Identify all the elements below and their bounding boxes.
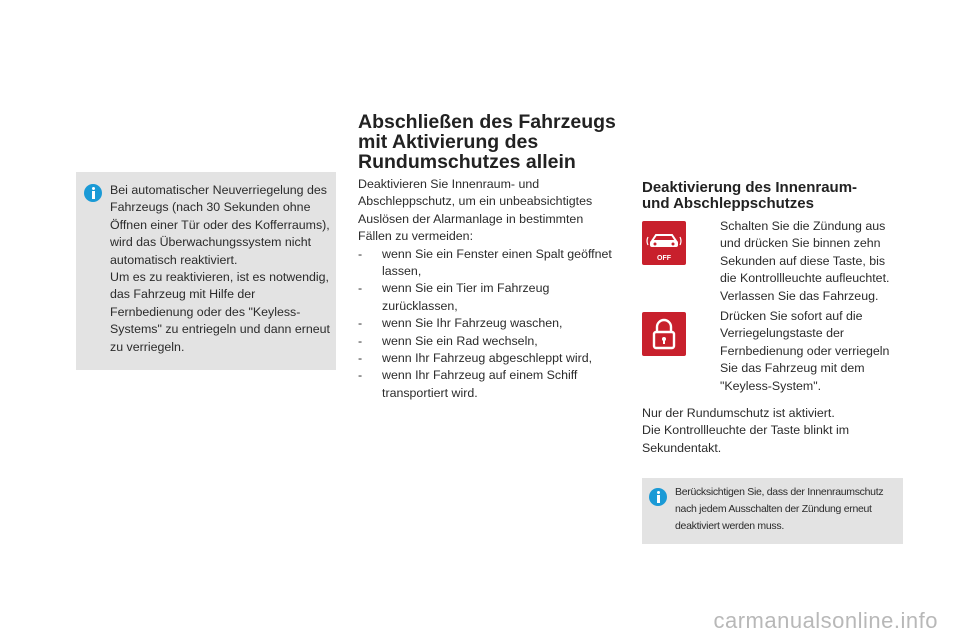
list-item-text: wenn Ihr Fahrzeug auf einem Schiff transportiert wird. (382, 368, 578, 400)
watermark-text: carmanualsonline.info (713, 608, 938, 633)
info-note-paragraph: Bei automatischer Neuverriegelung des Fahrzeugs (nach 30 Sekunden ohne Öffnen einer Tür oder des Kofferraums), wird das Überwachungssystem nicht automatisch reaktiviert. (110, 183, 330, 267)
info-icon (84, 184, 102, 202)
result-paragraph (642, 405, 902, 457)
info-note-paragraph-2: Um es zu reaktivieren, ist es notwendig, das Fahrzeug mit Hilfe der Fernbedienung oder des "Keyless-Systems" zu entriegeln und dann erneut zu verriegeln. (110, 270, 330, 354)
step-text: Schalten Sie die Zündung aus und drücken Sie binnen zehn Sekunden auf diese Taste, bis die Kontrollleuchte aufleuchtet. (720, 219, 890, 286)
page-title (358, 112, 628, 172)
list-item (358, 246, 618, 281)
list-item-text: wenn Ihr Fahrzeug abgeschleppt wird, (382, 351, 593, 366)
result-line: Die Kontrollleuchte der Taste blinkt im Sekundentakt. (642, 423, 850, 455)
info-icon (649, 488, 667, 506)
dash-bullet: - (358, 368, 363, 383)
dash-bullet: - (358, 316, 363, 331)
section-subtitle (642, 180, 912, 212)
step-item (700, 308, 900, 395)
list-item (358, 350, 618, 367)
list-item (358, 367, 618, 402)
subtitle-line: und Abschleppschutzes (642, 195, 814, 212)
padlock-icon (642, 312, 686, 356)
list-item (358, 333, 618, 350)
step-text: Verlassen Sie das Fahrzeug. (720, 289, 879, 303)
list-item-text: wenn Sie Ihr Fahrzeug waschen, (382, 316, 563, 331)
info-note-text: Berücksichtigen Sie, dass der Innenraumschutz nach jedem Ausschalten der Zündung erneut deaktiviert werden muss. (675, 486, 884, 532)
car-alarm-icon (642, 221, 686, 265)
alarm-off-button-icon (642, 221, 686, 265)
middle-column (358, 176, 618, 402)
step-item (700, 218, 900, 288)
dash-bullet: - (358, 281, 363, 296)
title-line: mit Aktivierung des (358, 131, 539, 153)
title-line: Abschließen des Fahrzeugs (358, 111, 616, 133)
list-item-text: wenn Sie ein Fenster einen Spalt geöffnet lassen, (382, 246, 612, 279)
list-item (358, 315, 618, 332)
dash-bullet: - (358, 333, 363, 348)
step-item (700, 288, 900, 305)
dash-bullet: - (358, 351, 363, 366)
intro-paragraph: Deaktivieren Sie Innenraum- und Abschleppschutz, um ein unbeabsichtigtes Auslösen der Alarmanlage in bestimmten Fällen zu vermeiden: (358, 177, 593, 244)
subtitle-line: Deaktivierung des Innenraum- (642, 179, 858, 196)
off-label: OFF (657, 255, 671, 262)
list-item-text: wenn Sie ein Tier im Fahrzeug zurücklassen, (382, 281, 550, 313)
dash-bullet: - (358, 246, 363, 261)
result-line: Nur der Rundumschutz ist aktiviert. (642, 406, 835, 420)
remote-lock-button-icon (642, 312, 686, 356)
info-note-text (110, 182, 334, 356)
step-text: Drücken Sie sofort auf die Verriegelungstaste der Fernbedienung oder verriegeln Sie das Fahrzeug mit dem "Keyless-System". (720, 309, 890, 393)
title-line: Rundumschutzes allein (358, 151, 576, 173)
list-item-text: wenn Sie ein Rad wechseln, (382, 333, 538, 348)
list-item (358, 280, 618, 315)
